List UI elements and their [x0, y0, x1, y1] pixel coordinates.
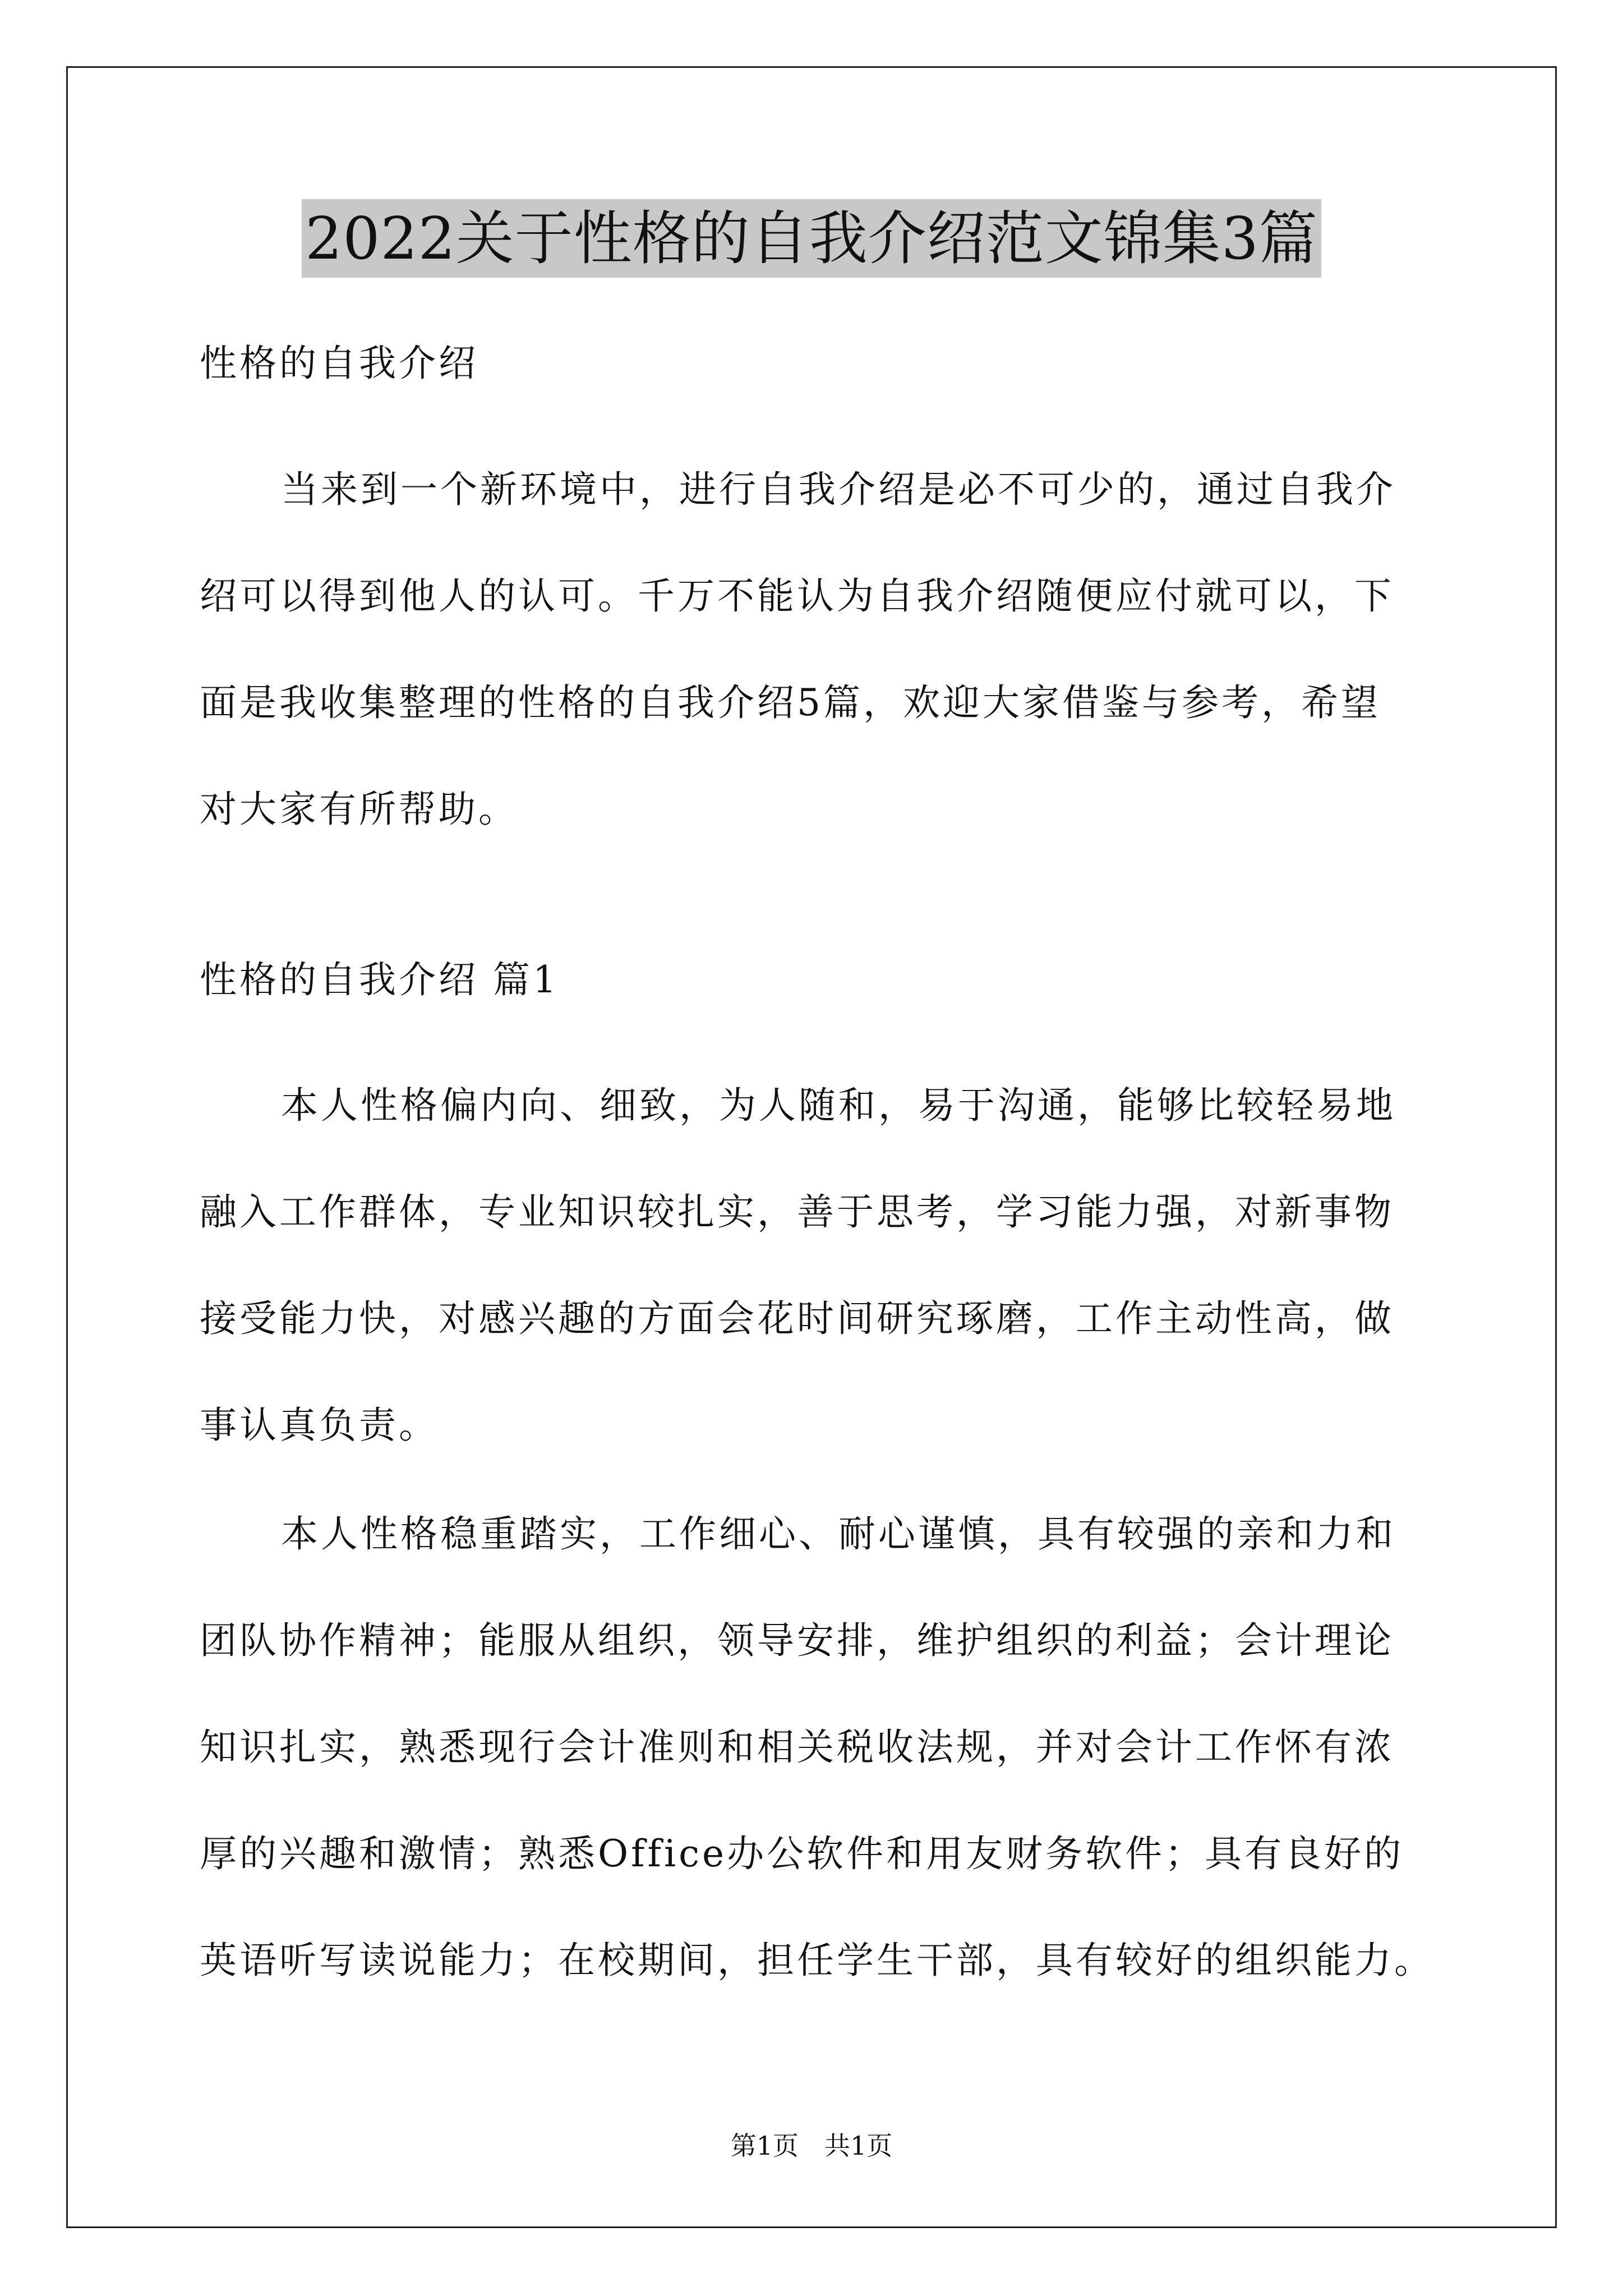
page-number: 第1页 共1页 [730, 2131, 893, 2161]
paragraph-line: 融入工作群体，专业知识较扎实，善于思考，学习能力强，对新事物 [200, 1190, 1394, 1234]
paragraph-line: 本人性格偏内向、细致，为人随和，易于沟通，能够比较轻易地 [281, 1084, 1396, 1127]
section1-paragraph-2 [200, 1481, 1434, 2014]
paragraph-line: 本人性格稳重踏实，工作细心、耐心谨慎，具有较强的亲和力和 [281, 1512, 1396, 1556]
paragraph-line: 知识扎实，熟悉现行会计准则和相关税收法规，并对会计工作怀有浓 [200, 1726, 1394, 1769]
paragraph-line: 接受能力快，对感兴趣的方面会花时间研究琢磨，工作主动性高，做 [200, 1297, 1394, 1340]
intro-paragraph [200, 436, 1431, 863]
intro-heading: 性格的自我介绍 [200, 342, 478, 385]
paragraph-line: 面是我收集整理的性格的自我介绍5篇，欢迎大家借鉴与参考，希望 [200, 681, 1381, 724]
section1-paragraph-1 [200, 1052, 1431, 1479]
section1-heading: 性格的自我介绍 篇1 [200, 958, 559, 1001]
paragraph-line: 对大家有所帮助。 [200, 788, 518, 831]
title-container [0, 199, 1623, 278]
page-footer [0, 2129, 1623, 2162]
intro-section [200, 310, 1431, 417]
paragraph-line: 当来到一个新环境中，进行自我介绍是必不可少的，通过自我介 [281, 468, 1396, 511]
paragraph-line: 团队协作精神；能服从组织，领导安排，维护组织的利益；会计理论 [200, 1619, 1394, 1662]
paragraph-line: 事认真负责。 [200, 1404, 439, 1447]
document-title: 2022关于性格的自我介绍范文锦集3篇 [302, 199, 1321, 278]
paragraph-line: 绍可以得到他人的认可。千万不能认为自我介绍随便应付就可以，下 [200, 574, 1394, 618]
paragraph-line: 厚的兴趣和激情；熟悉Office办公软件和用友财务软件；具有良好的 [200, 1832, 1404, 1875]
paragraph-line: 英语听写读说能力；在校期间，担任学生干部，具有较好的组织能力。 [200, 1939, 1434, 1982]
section1 [200, 927, 1431, 1033]
